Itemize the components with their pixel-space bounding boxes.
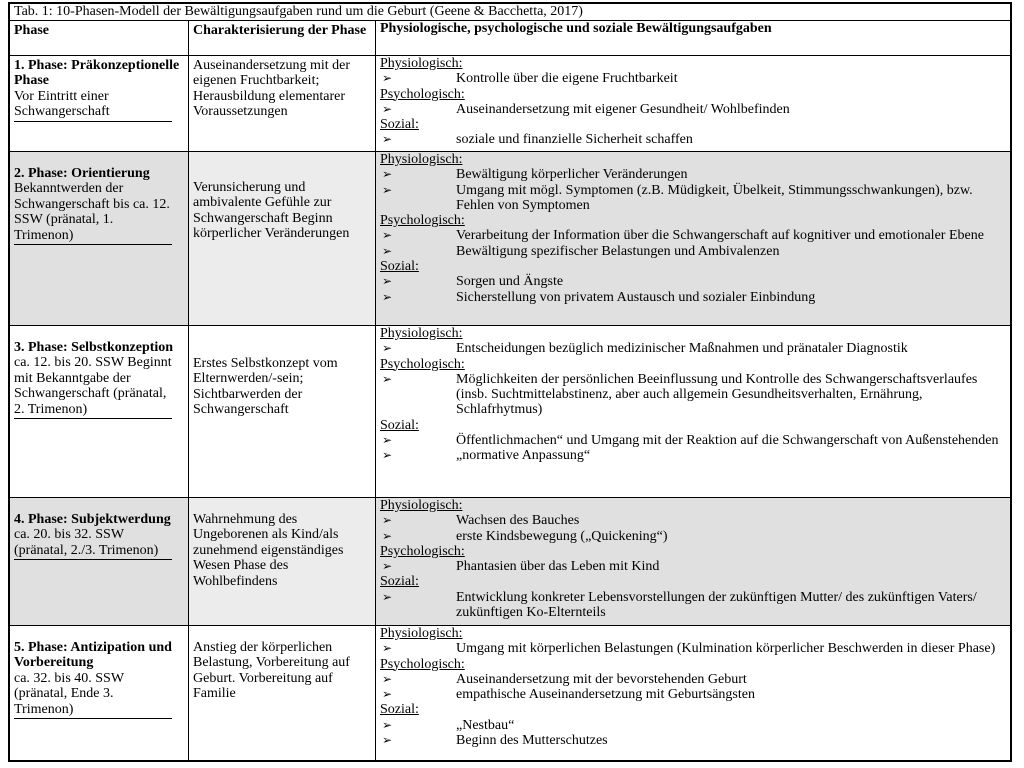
phase-title: 4. Phase: Subjektwerdung bbox=[14, 512, 171, 527]
header-phase: Phase bbox=[14, 23, 49, 38]
arrow-bullet-icon: ➢ bbox=[382, 243, 393, 258]
list-item: ➢ Auseinandersetzung mit der bevorstehenden Geburt bbox=[382, 671, 747, 687]
arrow-bullet-icon: ➢ bbox=[382, 289, 393, 304]
characterization-cell: Wahrnehmung des Ungeborenen als Kind/als zunehmend eigenständiges Wesen Phase des Wohlbefindens bbox=[188, 498, 375, 625]
tasks-cell bbox=[375, 326, 1010, 497]
arrow-bullet-icon: ➢ bbox=[382, 589, 393, 604]
list-item: ➢ Wachsen des Bauches bbox=[382, 513, 580, 529]
arrow-bullet-icon: ➢ bbox=[382, 641, 393, 656]
characterization-cell: Anstieg der körperlichen Belastung, Vorbereitung auf Geburt. Vorbereitung auf Familie bbox=[188, 626, 375, 762]
phase-title: 1. Phase: Präkonzeptionelle Phase bbox=[14, 58, 180, 89]
list-item: ➢ Entscheidungen bezüglich medizinischer Maßnahmen und pränataler Diagnostik bbox=[382, 341, 908, 357]
category-psychological: Psychologisch: bbox=[380, 213, 465, 229]
category-social: Sozial: bbox=[380, 702, 419, 718]
list-item: ➢ empathische Auseinandersetzung mit Geburtsängsten bbox=[382, 687, 755, 703]
list-item: ➢ Sorgen und Ängste bbox=[382, 274, 564, 290]
phase-description: Vor Eintritt einer Schwangerschaft bbox=[14, 89, 172, 122]
list-item: ➢ Öffentlichmachen“ und Umgang mit der Reaktion auf die Schwangerschaft von Außenstehenden bbox=[382, 433, 999, 449]
list-item: ➢ Kontrolle über die eigene Fruchtbarkeit bbox=[382, 71, 678, 87]
arrow-bullet-icon: ➢ bbox=[382, 274, 393, 289]
category-physiological: Physiologisch: bbox=[380, 626, 463, 641]
tasks-cell bbox=[375, 152, 1010, 325]
list-item: ➢ Verarbeitung der Information über die Schwangerschaft auf kognitiver und emotionaler Ebene bbox=[382, 228, 984, 244]
phase-description: ca. 20. bis 32. SSW (pränatal, 2./3. Trimenon) bbox=[14, 527, 172, 560]
list-item: ➢ Phantasien über das Leben mit Kind bbox=[382, 559, 660, 575]
category-social: Sozial: bbox=[380, 259, 419, 275]
table-row bbox=[10, 56, 1010, 152]
characterization-cell: Verunsicherung und ambivalente Gefühle zur Schwangerschaft Beginn körperlicher Veränderungen bbox=[188, 152, 375, 325]
arrow-bullet-icon: ➢ bbox=[382, 528, 393, 543]
category-physiological: Physiologisch: bbox=[380, 56, 463, 71]
table-row bbox=[10, 498, 1010, 626]
arrow-bullet-icon: ➢ bbox=[382, 513, 393, 528]
list-item: ➢ Umgang mit mögl. Symptomen (z.B. Müdigkeit, Übelkeit, Stimmungsschwankungen), bzw. Fehlen von Symptomen bbox=[382, 182, 973, 213]
list-item: ➢ Bewältigung körperlicher Veränderungen bbox=[382, 167, 688, 183]
phase-cell bbox=[10, 326, 188, 497]
arrow-bullet-icon: ➢ bbox=[382, 228, 393, 243]
list-item: ➢ Auseinandersetzung mit eigener Gesundheit/ Wohlbefinden bbox=[382, 101, 790, 117]
arrow-bullet-icon: ➢ bbox=[382, 433, 393, 448]
list-item: ➢ Bewältigung spezifischer Belastungen und Ambivalenzen bbox=[382, 243, 780, 259]
category-psychological: Psychologisch: bbox=[380, 656, 465, 672]
arrow-bullet-icon: ➢ bbox=[382, 717, 393, 732]
arrow-bullet-icon: ➢ bbox=[382, 341, 393, 356]
tasks-cell bbox=[375, 56, 1010, 151]
phase-cell bbox=[10, 56, 188, 151]
tasks-cell bbox=[375, 498, 1010, 625]
arrow-bullet-icon: ➢ bbox=[382, 559, 393, 574]
list-item: ➢ Beginn des Mutterschutzes bbox=[382, 733, 608, 749]
category-social: Sozial: bbox=[380, 574, 419, 590]
phase-cell bbox=[10, 626, 188, 762]
list-item: ➢ Entwicklung konkreter Lebensvorstellungen der zukünftigen Mutter/ des zukünftigen Vaters/ zukünftigen Ko-Elternteils bbox=[382, 589, 977, 621]
list-item: ➢ soziale und finanzielle Sicherheit schaffen bbox=[382, 132, 693, 148]
category-psychological: Psychologisch: bbox=[380, 543, 465, 559]
arrow-bullet-icon: ➢ bbox=[382, 687, 393, 702]
table-caption: Tab. 1: 10-Phasen-Modell der Bewältigungsaufgaben rund um die Geburt (Geene & Bacchetta, 2017) bbox=[10, 4, 1010, 21]
arrow-bullet-icon: ➢ bbox=[382, 448, 393, 463]
list-item: ➢ Sicherstellung von privatem Austausch und sozialer Einbindung bbox=[382, 289, 816, 305]
phase-description: ca. 32. bis 40. SSW (pränatal, Ende 3. Trimenon) bbox=[14, 671, 172, 719]
header-characterization: Charakterisierung der Phase bbox=[188, 21, 375, 55]
list-item: ➢ Umgang mit körperlichen Belastungen (Kulmination körperlicher Beschwerden in dieser Phase) bbox=[382, 641, 996, 657]
arrow-bullet-icon: ➢ bbox=[382, 167, 393, 182]
table-row bbox=[10, 152, 1010, 326]
category-social: Sozial: bbox=[380, 417, 419, 433]
arrow-bullet-icon: ➢ bbox=[382, 371, 393, 386]
characterization-cell: Erstes Selbstkonzept vom Elternwerden/-sein; Sichtbarwerden der Schwangerschaft bbox=[188, 326, 375, 497]
arrow-bullet-icon: ➢ bbox=[382, 671, 393, 686]
arrow-bullet-icon: ➢ bbox=[382, 101, 393, 116]
phase-table bbox=[8, 2, 1012, 762]
arrow-bullet-icon: ➢ bbox=[382, 71, 393, 86]
characterization-cell: Auseinandersetzung mit der eigenen Fruchtbarkeit; Herausbildung elementarer Voraussetzungen bbox=[188, 56, 375, 151]
list-item: ➢ Möglichkeiten der persönlichen Beeinflussung und Kontrolle des Schwangerschaftsverlaufes (insb. Suchtmittelabstinenz, aber auch allgemein Gesundheitsverhalten, Ernährung, Schlafrhytmus) bbox=[382, 371, 978, 418]
table-row bbox=[10, 326, 1010, 498]
category-psychological: Psychologisch: bbox=[380, 86, 465, 102]
phase-cell bbox=[10, 152, 188, 325]
table-header-row bbox=[10, 21, 1010, 56]
phase-description: Bekanntwerden der Schwangerschaft bis ca. 12. SSW (pränatal, 1. Trimenon) bbox=[14, 181, 172, 245]
phase-cell bbox=[10, 498, 188, 625]
tasks-cell bbox=[375, 626, 1010, 762]
list-item: ➢ „Nestbau“ bbox=[382, 717, 515, 733]
phase-title: 3. Phase: Selbstkonzeption bbox=[14, 340, 174, 355]
arrow-bullet-icon: ➢ bbox=[382, 733, 393, 748]
category-psychological: Psychologisch: bbox=[380, 356, 465, 372]
arrow-bullet-icon: ➢ bbox=[382, 132, 393, 147]
category-physiological: Physiologisch: bbox=[380, 152, 463, 167]
table-row bbox=[10, 626, 1010, 762]
header-tasks: Physiologische, psychologische und soziale Bewältigungsaufgaben bbox=[375, 21, 1010, 55]
phase-description: ca. 12. bis 20. SSW Beginnt mit Bekanntgabe der Schwangerschaft (pränatal, 2. Trimenon) bbox=[14, 355, 172, 419]
arrow-bullet-icon: ➢ bbox=[382, 182, 393, 197]
category-social: Sozial: bbox=[380, 117, 419, 133]
phase-title: 5. Phase: Antizipation und Vorbereitung bbox=[14, 640, 172, 671]
phase-title: 2. Phase: Orientierung bbox=[14, 166, 150, 181]
list-item: ➢ „normative Anpassung“ bbox=[382, 448, 591, 464]
category-physiological: Physiologisch: bbox=[380, 498, 463, 513]
category-physiological: Physiologisch: bbox=[380, 326, 463, 341]
list-item: ➢ erste Kindsbewegung („Quickening“) bbox=[382, 528, 668, 544]
